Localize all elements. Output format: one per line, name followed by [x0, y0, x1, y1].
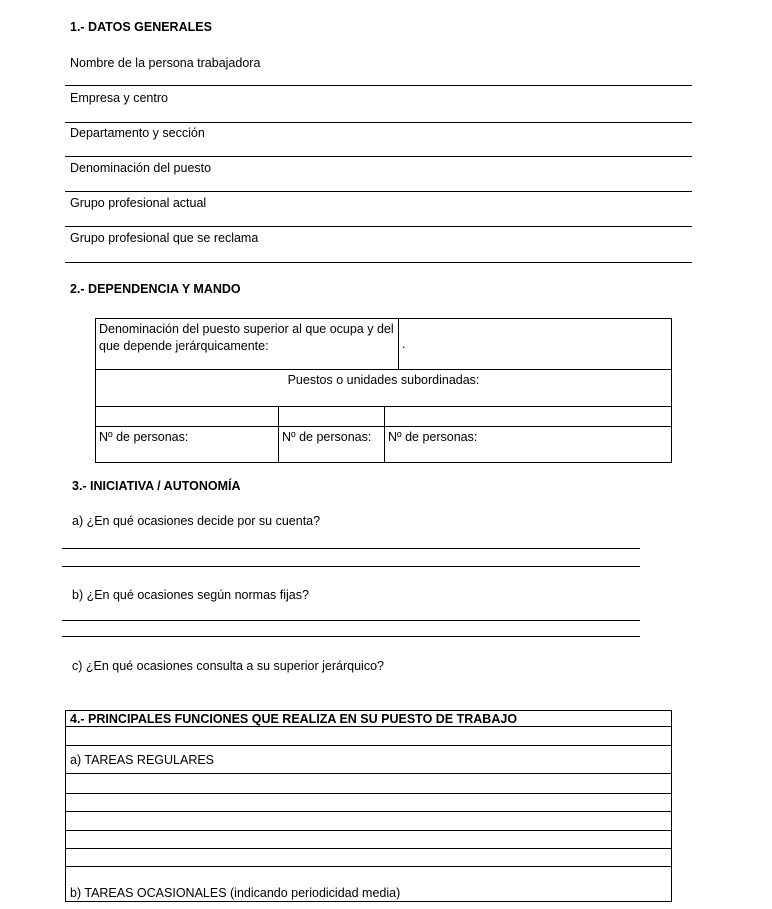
personas-cell-3[interactable]: Nº de personas:: [388, 430, 478, 444]
tareas-blank-row-5[interactable]: [66, 849, 671, 867]
dependencia-table: [95, 318, 672, 463]
section4-title: 4.- PRINCIPALES FUNCIONES QUE REALIZA EN SU PUESTO DE TRABAJO: [66, 711, 671, 727]
funciones-table: [65, 710, 672, 902]
blank-row[interactable]: [66, 727, 671, 746]
answer-line-b1[interactable]: [62, 620, 640, 621]
section2-title: 2.- DEPENDENCIA Y MANDO: [70, 282, 241, 296]
field-label-grupo-reclamado: Grupo profesional que se reclama: [70, 231, 259, 245]
superior-label-cell: Denominación del puesto superior al que ocupa y del que depende jerárquicamente:: [96, 319, 399, 369]
question-b-label: b) ¿En qué ocasiones según normas fijas?: [72, 588, 309, 602]
field-label-departamento: Departamento y sección: [70, 126, 205, 140]
tareas-ocasionales-row: b) TAREAS OCASIONALES (indicando periodicidad media): [70, 886, 401, 900]
tareas-blank-row-2[interactable]: [66, 794, 671, 812]
write-in-line-nombre[interactable]: [65, 85, 692, 86]
question-a-label: a) ¿En qué ocasiones decide por su cuenta?: [72, 514, 321, 528]
answer-line-a2[interactable]: [62, 566, 640, 567]
field-label-nombre: Nombre de la persona trabajadora: [70, 56, 261, 70]
tareas-regulares-row: a) TAREAS REGULARES: [66, 746, 671, 774]
subordinada-cell-3[interactable]: [385, 407, 671, 426]
tareas-blank-row-4[interactable]: [66, 831, 671, 849]
answer-line-a1[interactable]: [62, 548, 640, 549]
superior-value-cell[interactable]: .: [402, 337, 406, 351]
subordinada-cell-2[interactable]: [279, 407, 385, 426]
table-row-superior: [96, 319, 671, 369]
subordinada-cell-1[interactable]: [96, 407, 279, 426]
write-in-line-grupo-reclamado[interactable]: [65, 262, 692, 263]
section3-title: 3.- INICIATIVA / AUTONOMÍA: [72, 479, 241, 493]
write-in-line-departamento[interactable]: [65, 156, 692, 157]
subordinadas-header-cell: Puestos o unidades subordinadas:: [96, 369, 671, 406]
personas-cell-1[interactable]: Nº de personas:: [96, 427, 279, 462]
tareas-blank-row-1[interactable]: [66, 774, 671, 794]
field-label-empresa: Empresa y centro: [70, 91, 168, 105]
write-in-line-denominacion[interactable]: [65, 191, 692, 192]
tareas-blank-row-3[interactable]: [66, 812, 671, 831]
write-in-line-empresa[interactable]: [65, 122, 692, 123]
write-in-line-grupo-actual[interactable]: [65, 226, 692, 227]
personas-cell-2[interactable]: Nº de personas:: [279, 427, 385, 462]
field-label-grupo-actual: Grupo profesional actual: [70, 196, 207, 210]
answer-line-b2[interactable]: [62, 636, 640, 637]
field-label-denominacion: Denominación del puesto: [70, 161, 212, 175]
question-c-label: c) ¿En qué ocasiones consulta a su superior jerárquico?: [72, 659, 384, 673]
table-row-subordinadas-blank: [96, 406, 671, 426]
table-row-personas: [96, 426, 671, 462]
section1-title: 1.- DATOS GENERALES: [70, 20, 212, 34]
